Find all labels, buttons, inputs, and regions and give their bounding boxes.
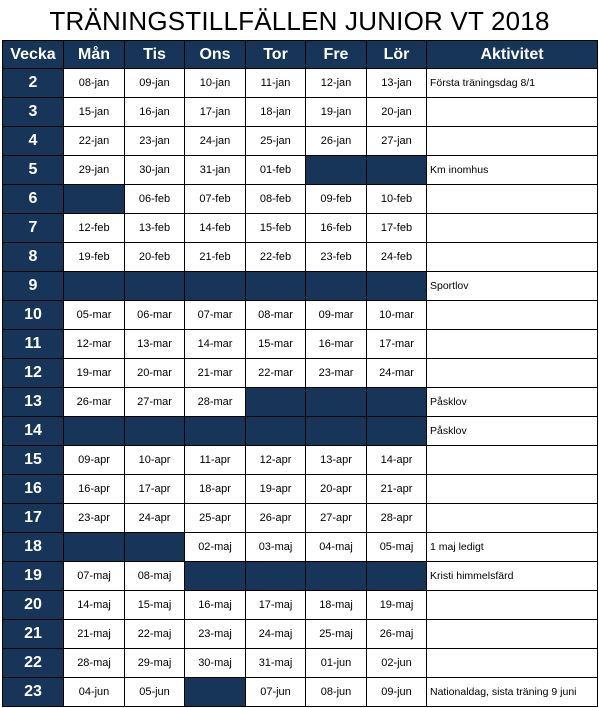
week-number: 2 — [3, 69, 64, 98]
date-cell: 24-jan — [185, 127, 246, 156]
date-cell: 01-feb — [246, 156, 306, 185]
date-cell: 20-feb — [125, 243, 185, 272]
date-cell: 07-jun — [246, 678, 306, 707]
date-cell: 22-maj — [125, 620, 185, 649]
date-cell: 02-maj — [185, 533, 246, 562]
table-row — [3, 446, 598, 475]
week-number: 10 — [3, 301, 64, 330]
week-number: 16 — [3, 475, 64, 504]
no-training-cell — [306, 417, 367, 446]
date-cell: 21-apr — [367, 475, 427, 504]
date-cell: 24-feb — [367, 243, 427, 272]
date-cell: 19-feb — [64, 243, 125, 272]
page-title: TRÄNINGSTILLFÄLLEN JUNIOR VT 2018 — [49, 6, 550, 36]
schedule-body — [3, 69, 598, 707]
week-number: 13 — [3, 388, 64, 417]
no-training-cell — [64, 185, 125, 214]
table-row — [3, 185, 598, 214]
table-row — [3, 533, 598, 562]
week-number: 22 — [3, 649, 64, 678]
activity-cell — [427, 185, 598, 214]
week-number: 3 — [3, 98, 64, 127]
activity-cell — [427, 127, 598, 156]
table-row — [3, 678, 598, 707]
date-cell: 23-feb — [306, 243, 367, 272]
date-cell: 16-maj — [185, 591, 246, 620]
date-cell: 12-jan — [306, 69, 367, 98]
date-cell: 04-maj — [306, 533, 367, 562]
week-number: 15 — [3, 446, 64, 475]
date-cell: 08-jan — [64, 69, 125, 98]
date-cell: 16-mar — [306, 330, 367, 359]
activity-cell — [427, 649, 598, 678]
date-cell: 28-apr — [367, 504, 427, 533]
date-cell: 09-jun — [367, 678, 427, 707]
date-cell: 30-jan — [125, 156, 185, 185]
date-cell: 27-apr — [306, 504, 367, 533]
date-cell: 07-mar — [185, 301, 246, 330]
table-row — [3, 591, 598, 620]
date-cell: 01-jun — [306, 649, 367, 678]
week-number: 8 — [3, 243, 64, 272]
activity-cell — [427, 214, 598, 243]
date-cell: 06-mar — [125, 301, 185, 330]
date-cell: 15-maj — [125, 591, 185, 620]
header-row — [3, 41, 598, 69]
date-cell: 28-mar — [185, 388, 246, 417]
date-cell: 07-feb — [185, 185, 246, 214]
date-cell: 12-feb — [64, 214, 125, 243]
week-number: 18 — [3, 533, 64, 562]
date-cell: 09-feb — [306, 185, 367, 214]
date-cell: 06-feb — [125, 185, 185, 214]
date-cell: 04-jun — [64, 678, 125, 707]
date-cell: 13-mar — [125, 330, 185, 359]
no-training-cell — [125, 272, 185, 301]
column-header-vecka: Vecka — [3, 41, 64, 69]
column-header-ons: Ons — [185, 41, 246, 69]
table-row — [3, 127, 598, 156]
no-training-cell — [367, 417, 427, 446]
table-row — [3, 649, 598, 678]
week-number: 21 — [3, 620, 64, 649]
table-row — [3, 359, 598, 388]
date-cell: 11-apr — [185, 446, 246, 475]
no-training-cell — [367, 272, 427, 301]
date-cell: 25-apr — [185, 504, 246, 533]
activity-cell — [427, 98, 598, 127]
date-cell: 12-apr — [246, 446, 306, 475]
date-cell: 25-jan — [246, 127, 306, 156]
date-cell: 21-mar — [185, 359, 246, 388]
date-cell: 18-apr — [185, 475, 246, 504]
date-cell: 15-jan — [64, 98, 125, 127]
schedule-table — [2, 40, 598, 707]
date-cell: 24-mar — [367, 359, 427, 388]
no-training-cell — [64, 533, 125, 562]
date-cell: 27-jan — [367, 127, 427, 156]
date-cell: 30-maj — [185, 649, 246, 678]
no-training-cell — [306, 562, 367, 591]
week-number: 19 — [3, 562, 64, 591]
no-training-cell — [125, 533, 185, 562]
date-cell: 13-feb — [125, 214, 185, 243]
date-cell: 16-feb — [306, 214, 367, 243]
column-header-tor: Tor — [246, 41, 306, 69]
column-header-aktivitet: Aktivitet — [427, 41, 598, 69]
table-row — [3, 417, 598, 446]
date-cell: 10-feb — [367, 185, 427, 214]
date-cell: 23-apr — [64, 504, 125, 533]
table-row — [3, 272, 598, 301]
date-cell: 15-feb — [246, 214, 306, 243]
table-row — [3, 214, 598, 243]
no-training-cell — [246, 388, 306, 417]
date-cell: 24-maj — [246, 620, 306, 649]
date-cell: 12-mar — [64, 330, 125, 359]
no-training-cell — [306, 272, 367, 301]
activity-cell: 1 maj ledigt — [427, 533, 598, 562]
date-cell: 21-feb — [185, 243, 246, 272]
date-cell: 08-jun — [306, 678, 367, 707]
date-cell: 05-maj — [367, 533, 427, 562]
date-cell: 21-maj — [64, 620, 125, 649]
week-number: 17 — [3, 504, 64, 533]
table-row — [3, 330, 598, 359]
date-cell: 16-apr — [64, 475, 125, 504]
week-number: 14 — [3, 417, 64, 446]
date-cell: 13-jan — [367, 69, 427, 98]
table-row — [3, 301, 598, 330]
activity-cell — [427, 475, 598, 504]
date-cell: 14-maj — [64, 591, 125, 620]
date-cell: 23-maj — [185, 620, 246, 649]
date-cell: 26-apr — [246, 504, 306, 533]
week-number: 23 — [3, 678, 64, 707]
no-training-cell — [246, 417, 306, 446]
activity-cell — [427, 359, 598, 388]
column-header-fre: Fre — [306, 41, 367, 69]
date-cell: 17-feb — [367, 214, 427, 243]
table-row — [3, 504, 598, 533]
date-cell: 20-jan — [367, 98, 427, 127]
date-cell: 28-maj — [64, 649, 125, 678]
table-row — [3, 243, 598, 272]
no-training-cell — [125, 417, 185, 446]
date-cell: 10-apr — [125, 446, 185, 475]
activity-cell: Nationaldag, sista träning 9 juni — [427, 678, 598, 707]
date-cell: 05-mar — [64, 301, 125, 330]
date-cell: 20-apr — [306, 475, 367, 504]
no-training-cell — [246, 562, 306, 591]
column-header-tis: Tis — [125, 41, 185, 69]
week-number: 6 — [3, 185, 64, 214]
no-training-cell — [185, 272, 246, 301]
week-number: 9 — [3, 272, 64, 301]
date-cell: 22-mar — [246, 359, 306, 388]
no-training-cell — [367, 156, 427, 185]
date-cell: 24-apr — [125, 504, 185, 533]
date-cell: 19-apr — [246, 475, 306, 504]
table-row — [3, 156, 598, 185]
week-number: 11 — [3, 330, 64, 359]
date-cell: 17-mar — [367, 330, 427, 359]
table-row — [3, 388, 598, 417]
activity-cell: Km inomhus — [427, 156, 598, 185]
activity-cell — [427, 591, 598, 620]
date-cell: 09-apr — [64, 446, 125, 475]
date-cell: 07-maj — [64, 562, 125, 591]
table-row — [3, 98, 598, 127]
date-cell: 11-jan — [246, 69, 306, 98]
no-training-cell — [185, 417, 246, 446]
no-training-cell — [246, 272, 306, 301]
activity-cell — [427, 330, 598, 359]
date-cell: 31-jan — [185, 156, 246, 185]
table-row — [3, 69, 598, 98]
no-training-cell — [64, 417, 125, 446]
table-row — [3, 620, 598, 649]
date-cell: 09-jan — [125, 69, 185, 98]
date-cell: 19-mar — [64, 359, 125, 388]
no-training-cell — [306, 388, 367, 417]
activity-cell: Sportlov — [427, 272, 598, 301]
date-cell: 05-jun — [125, 678, 185, 707]
date-cell: 26-mar — [64, 388, 125, 417]
date-cell: 29-jan — [64, 156, 125, 185]
column-header-man: Mån — [64, 41, 125, 69]
date-cell: 17-maj — [246, 591, 306, 620]
date-cell: 19-jan — [306, 98, 367, 127]
activity-cell — [427, 446, 598, 475]
date-cell: 08-feb — [246, 185, 306, 214]
date-cell: 08-mar — [246, 301, 306, 330]
week-number: 12 — [3, 359, 64, 388]
activity-cell: Kristi himmelsfärd — [427, 562, 598, 591]
date-cell: 22-feb — [246, 243, 306, 272]
column-header-lor: Lör — [367, 41, 427, 69]
date-cell: 10-mar — [367, 301, 427, 330]
date-cell: 26-maj — [367, 620, 427, 649]
date-cell: 29-maj — [125, 649, 185, 678]
activity-cell: Påsklov — [427, 417, 598, 446]
date-cell: 20-mar — [125, 359, 185, 388]
date-cell: 31-maj — [246, 649, 306, 678]
no-training-cell — [367, 562, 427, 591]
date-cell: 03-maj — [246, 533, 306, 562]
table-row — [3, 562, 598, 591]
date-cell: 02-jun — [367, 649, 427, 678]
week-number: 20 — [3, 591, 64, 620]
date-cell: 18-maj — [306, 591, 367, 620]
no-training-cell — [185, 678, 246, 707]
date-cell: 23-jan — [125, 127, 185, 156]
table-row — [3, 475, 598, 504]
activity-cell — [427, 301, 598, 330]
date-cell: 14-apr — [367, 446, 427, 475]
date-cell: 22-jan — [64, 127, 125, 156]
activity-cell: Första träningsdag 8/1 — [427, 69, 598, 98]
activity-cell — [427, 504, 598, 533]
date-cell: 17-apr — [125, 475, 185, 504]
date-cell: 08-maj — [125, 562, 185, 591]
date-cell: 16-jan — [125, 98, 185, 127]
date-cell: 19-maj — [367, 591, 427, 620]
date-cell: 25-maj — [306, 620, 367, 649]
date-cell: 27-mar — [125, 388, 185, 417]
no-training-cell — [185, 562, 246, 591]
activity-cell — [427, 243, 598, 272]
date-cell: 13-apr — [306, 446, 367, 475]
week-number: 5 — [3, 156, 64, 185]
week-number: 7 — [3, 214, 64, 243]
date-cell: 23-mar — [306, 359, 367, 388]
date-cell: 10-jan — [185, 69, 246, 98]
activity-cell: Påsklov — [427, 388, 598, 417]
date-cell: 18-jan — [246, 98, 306, 127]
no-training-cell — [367, 388, 427, 417]
no-training-cell — [64, 272, 125, 301]
date-cell: 14-mar — [185, 330, 246, 359]
date-cell: 14-feb — [185, 214, 246, 243]
no-training-cell — [306, 156, 367, 185]
activity-cell — [427, 620, 598, 649]
date-cell: 15-mar — [246, 330, 306, 359]
date-cell: 26-jan — [306, 127, 367, 156]
date-cell: 09-mar — [306, 301, 367, 330]
week-number: 4 — [3, 127, 64, 156]
date-cell: 17-jan — [185, 98, 246, 127]
